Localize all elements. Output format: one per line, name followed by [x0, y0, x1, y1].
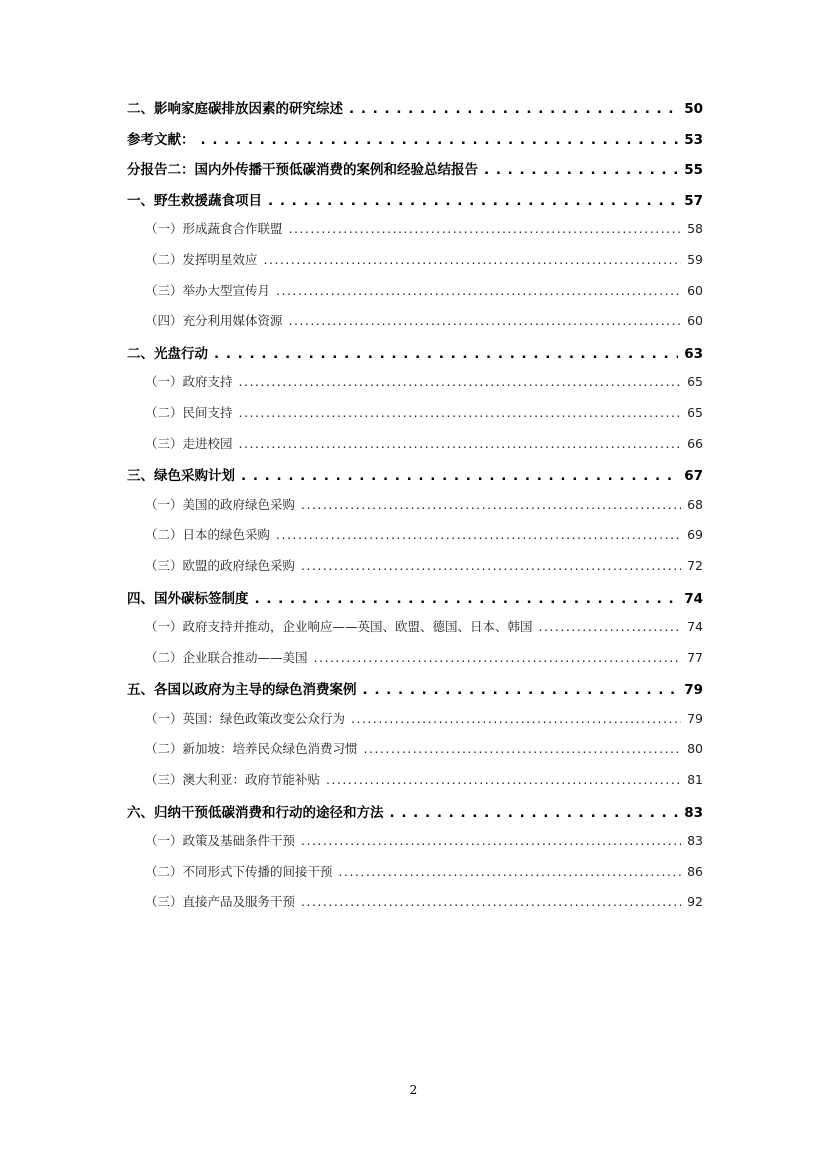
toc-entry-subsection[interactable]: [127, 495, 703, 526]
toc-dot-leader: [239, 407, 681, 420]
page-number: 2: [409, 1083, 418, 1097]
toc-dot-leader: [349, 103, 678, 117]
toc-dot-leader: [314, 652, 681, 665]
toc-entry-page: 81: [687, 772, 703, 788]
toc-entry-subsection[interactable]: [127, 709, 703, 740]
toc-entry-section[interactable]: [127, 158, 703, 189]
toc-entry-page: 66: [687, 435, 703, 451]
toc-entry-title: （四）充分利用媒体资源: [145, 313, 283, 329]
toc-dot-leader: [484, 164, 678, 178]
toc-dot-leader: [301, 896, 681, 909]
toc-entry-title: （三）澳大利亚：政府节能补贴: [145, 772, 321, 788]
toc-entry-page: 55: [684, 162, 703, 179]
toc-entry-subsection[interactable]: [127, 403, 703, 434]
toc-dot-leader: [264, 254, 681, 267]
toc-entry-subsection[interactable]: [127, 556, 703, 587]
toc-entry-section[interactable]: [127, 189, 703, 220]
toc-entry-title: （一）英国：绿色政策改变公众行为: [145, 710, 346, 726]
toc-dot-leader: [364, 743, 681, 756]
toc-entry-title: （二）不同形式下传播的间接干预: [145, 863, 333, 879]
toc-entry-subsection[interactable]: [127, 434, 703, 465]
toc-entry-page: 86: [687, 863, 703, 879]
toc-entry-title: （二）民间支持: [145, 404, 233, 420]
toc-entry-title: （三）欧盟的政府绿色采购: [145, 557, 296, 573]
toc-dot-leader: [239, 438, 681, 451]
toc-entry-title: （一）政策及基础条件干预: [145, 833, 296, 849]
toc-entry-section[interactable]: [127, 97, 703, 128]
toc-entry-section[interactable]: [127, 128, 703, 159]
toc-entry-title: 五、各国以政府为主导的绿色消费案例: [127, 682, 357, 699]
toc-dot-leader: [255, 593, 679, 607]
toc-dot-leader: [276, 285, 681, 298]
toc-entry-subsection[interactable]: [127, 648, 703, 679]
toc-entry-subsection[interactable]: [127, 770, 703, 801]
toc-entry-page: 69: [687, 527, 703, 543]
toc-dot-leader: [289, 315, 681, 328]
toc-entry-subsection[interactable]: [127, 862, 703, 893]
toc-entry-title: 四、国外碳标签制度: [127, 590, 249, 607]
toc-entry-subsection[interactable]: [127, 831, 703, 862]
toc-dot-leader: [289, 223, 681, 236]
toc-entry-title: 二、影响家庭碳排放因素的研究综述: [127, 101, 343, 117]
toc-entry-title: （一）政府支持并推动，企业响应——英国、欧盟、德国、日本、韩国: [145, 619, 533, 635]
toc-entry-title: （二）新加坡：培养民众绿色消费习惯: [145, 741, 358, 757]
toc-entry-subsection[interactable]: [127, 250, 703, 281]
toc-entry-subsection[interactable]: [127, 617, 703, 648]
toc-entry-subsection[interactable]: [127, 739, 703, 770]
toc-entry-title: 六、归纳干预低碳消费和行动的途径和方法: [127, 804, 384, 821]
toc-dot-leader: [326, 774, 681, 787]
toc-entry-page: 74: [684, 590, 703, 607]
toc-dot-leader: [276, 529, 681, 542]
toc-entry-page: 92: [687, 894, 703, 910]
toc-entry-page: 59: [687, 251, 703, 267]
toc-entry-page: 50: [684, 101, 703, 117]
toc-entry-page: 58: [687, 221, 703, 237]
toc-entry-page: 72: [687, 557, 703, 573]
toc-dot-leader: [239, 376, 681, 389]
toc-entry-page: 79: [684, 682, 703, 699]
toc-dot-leader: [214, 348, 678, 362]
toc-entry-title: （一）形成蔬食合作联盟: [145, 221, 283, 237]
toc-entry-title: （三）走进校园: [145, 435, 233, 451]
toc-entry-subsection[interactable]: [127, 525, 703, 556]
toc-entry-title: （二）日本的绿色采购: [145, 527, 271, 543]
toc-entry-subsection[interactable]: [127, 219, 703, 250]
toc-entry-page: 67: [684, 468, 703, 485]
toc-entry-page: 53: [684, 131, 703, 148]
toc-entry-title: （二）发挥明星效应: [145, 251, 258, 267]
toc-entry-section[interactable]: [127, 342, 703, 373]
toc-dot-leader: [363, 684, 679, 698]
toc-entry-page: 65: [687, 404, 703, 420]
toc-dot-leader: [301, 499, 681, 512]
toc-entry-page: 83: [687, 833, 703, 849]
toc-dot-leader: [539, 621, 681, 634]
toc-dot-leader: [390, 807, 679, 821]
toc-entry-subsection[interactable]: [127, 372, 703, 403]
toc-entry-title: 一、野生救援蔬食项目: [127, 192, 262, 209]
toc-entry-title: （三）举办大型宣传月: [145, 282, 271, 298]
toc-dot-leader: [268, 195, 678, 209]
toc-entry-title: （二）企业联合推动——美国: [145, 649, 308, 665]
toc-entry-title: （一）政府支持: [145, 374, 233, 390]
table-of-contents: [127, 97, 703, 923]
toc-entry-page: 65: [687, 374, 703, 390]
toc-dot-leader: [351, 713, 681, 726]
toc-entry-section[interactable]: [127, 587, 703, 618]
toc-entry-subsection[interactable]: [127, 281, 703, 312]
toc-entry-page: 68: [687, 496, 703, 512]
toc-entry-section[interactable]: [127, 678, 703, 709]
toc-entry-subsection[interactable]: [127, 311, 703, 342]
toc-entry-title: 三、绿色采购计划: [127, 468, 235, 485]
toc-entry-page: 80: [687, 741, 703, 757]
toc-entry-section[interactable]: [127, 801, 703, 832]
toc-entry-title: （一）美国的政府绿色采购: [145, 496, 296, 512]
toc-entry-page: 63: [684, 345, 703, 362]
toc-entry-title: （三）直接产品及服务干预: [145, 894, 296, 910]
toc-entry-title: 二、光盘行动: [127, 345, 208, 362]
toc-entry-page: 83: [684, 804, 703, 821]
toc-entry-page: 60: [687, 313, 703, 329]
toc-dot-leader: [339, 866, 681, 879]
toc-entry-page: 60: [687, 282, 703, 298]
toc-dot-leader: [201, 134, 679, 148]
toc-entry-section[interactable]: [127, 464, 703, 495]
toc-entry-page: 77: [687, 649, 703, 665]
toc-dot-leader: [301, 560, 681, 573]
toc-entry-subsection[interactable]: [127, 892, 703, 923]
toc-dot-leader: [241, 470, 678, 484]
toc-entry-title: 分报告二：国内外传播干预低碳消费的案例和经验总结报告: [127, 162, 478, 179]
toc-entry-page: 57: [684, 192, 703, 209]
toc-entry-title: 参考文献：: [127, 131, 195, 148]
toc-entry-page: 79: [687, 710, 703, 726]
toc-dot-leader: [301, 835, 681, 848]
toc-entry-page: 74: [687, 619, 703, 635]
